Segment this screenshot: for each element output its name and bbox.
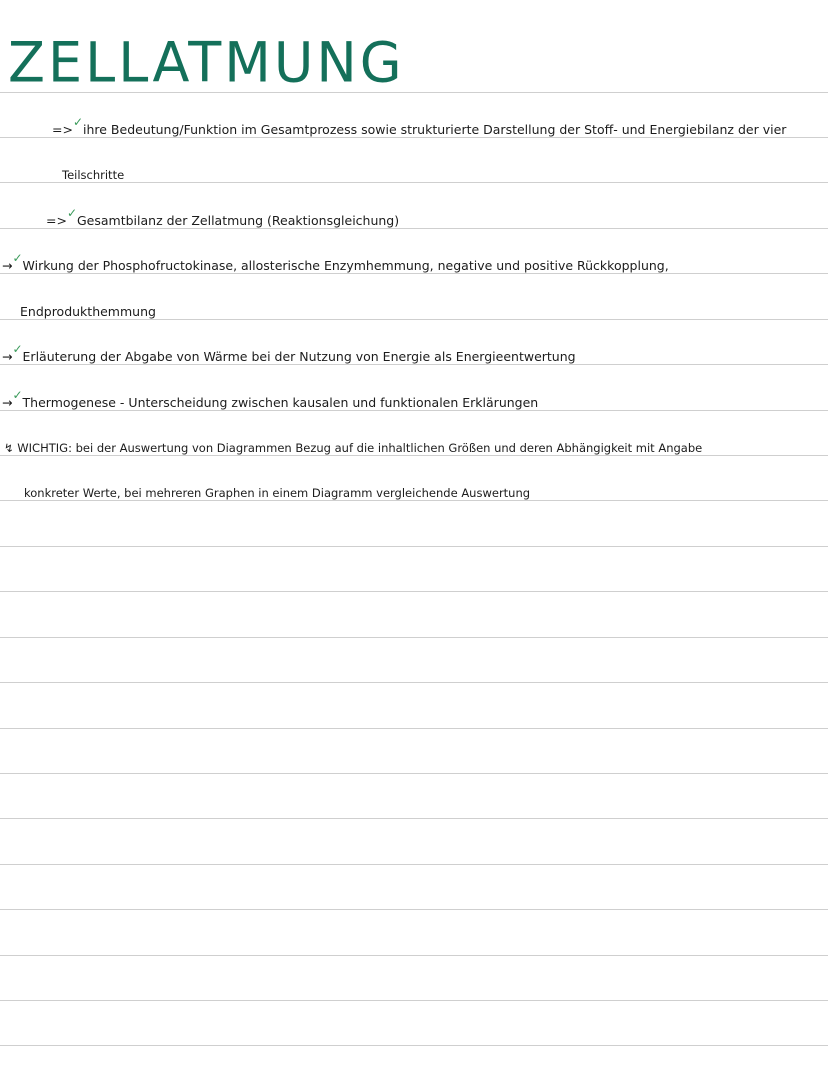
note-text: ihre Bedeutung/Funktion im Gesamtprozess sowie strukturierte Darstellung der Stoff- und Energiebilanz der vier bbox=[83, 122, 787, 137]
ruled-line bbox=[0, 1000, 828, 1001]
note-text: Teilschritte bbox=[62, 168, 125, 182]
note-text: Erläuterung der Abgabe von Wärme bei der Nutzung von Energie als Energieentwertung bbox=[22, 349, 576, 364]
ruled-line bbox=[0, 228, 828, 229]
checkmark-icon: ✓ bbox=[12, 251, 23, 265]
note-line bbox=[52, 115, 787, 137]
ruled-line bbox=[0, 682, 828, 683]
note-line bbox=[46, 206, 400, 228]
note-text: Endprodukthemmung bbox=[20, 304, 156, 319]
arrow-right-icon: → bbox=[2, 395, 13, 410]
ruled-line bbox=[0, 591, 828, 592]
checkmark-icon: ✓ bbox=[66, 206, 78, 220]
ruled-line bbox=[0, 773, 828, 774]
arrow-right-icon: → bbox=[2, 349, 13, 364]
ruled-line bbox=[0, 410, 828, 411]
note-line bbox=[62, 170, 124, 182]
checkmark-icon: ✓ bbox=[12, 388, 23, 402]
ruled-line bbox=[0, 500, 828, 501]
note-line bbox=[4, 443, 702, 455]
checkmark-icon: ✓ bbox=[12, 342, 23, 356]
note-line bbox=[24, 488, 530, 500]
note-text: Thermogenese - Unterscheidung zwischen kausalen und funktionalen Erklärungen bbox=[22, 395, 539, 410]
ruled-line bbox=[0, 137, 828, 138]
note-line bbox=[2, 388, 539, 410]
ruled-line bbox=[0, 273, 828, 274]
ruled-line bbox=[0, 364, 828, 365]
checkmark-icon: ✓ bbox=[72, 115, 84, 129]
ruled-line bbox=[0, 319, 828, 320]
note-line bbox=[2, 251, 669, 273]
note-text: Wirkung der Phosphofructokinase, allosterische Enzymhemmung, negative und positive Rückkopplung, bbox=[22, 258, 669, 273]
ruled-line bbox=[0, 455, 828, 456]
ruled-line bbox=[0, 864, 828, 865]
double-arrow-icon: => bbox=[52, 122, 73, 137]
ruled-line bbox=[0, 546, 828, 547]
ruled-line bbox=[0, 909, 828, 910]
arrow-right-icon: → bbox=[2, 258, 13, 273]
double-arrow-icon: => bbox=[46, 213, 67, 228]
note-line bbox=[2, 342, 576, 364]
ruled-line bbox=[0, 637, 828, 638]
note-text: konkreter Werte, bei mehreren Graphen in einem Diagramm vergleichende Auswertung bbox=[24, 486, 531, 500]
ruled-line bbox=[0, 818, 828, 819]
note-text: Gesamtbilanz der Zellatmung (Reaktionsgleichung) bbox=[77, 213, 400, 228]
lightning-icon: ↯ bbox=[4, 441, 14, 455]
page-title: ZELLATMUNG bbox=[8, 30, 405, 95]
ruled-line bbox=[0, 728, 828, 729]
note-text: WICHTIG: bei der Auswertung von Diagrammen Bezug auf die inhaltlichen Größen und deren Abhängigkeit mit Angabe bbox=[17, 441, 703, 455]
ruled-line bbox=[0, 955, 828, 956]
note-line bbox=[20, 306, 156, 319]
ruled-line bbox=[0, 1045, 828, 1046]
ruled-line bbox=[0, 182, 828, 183]
